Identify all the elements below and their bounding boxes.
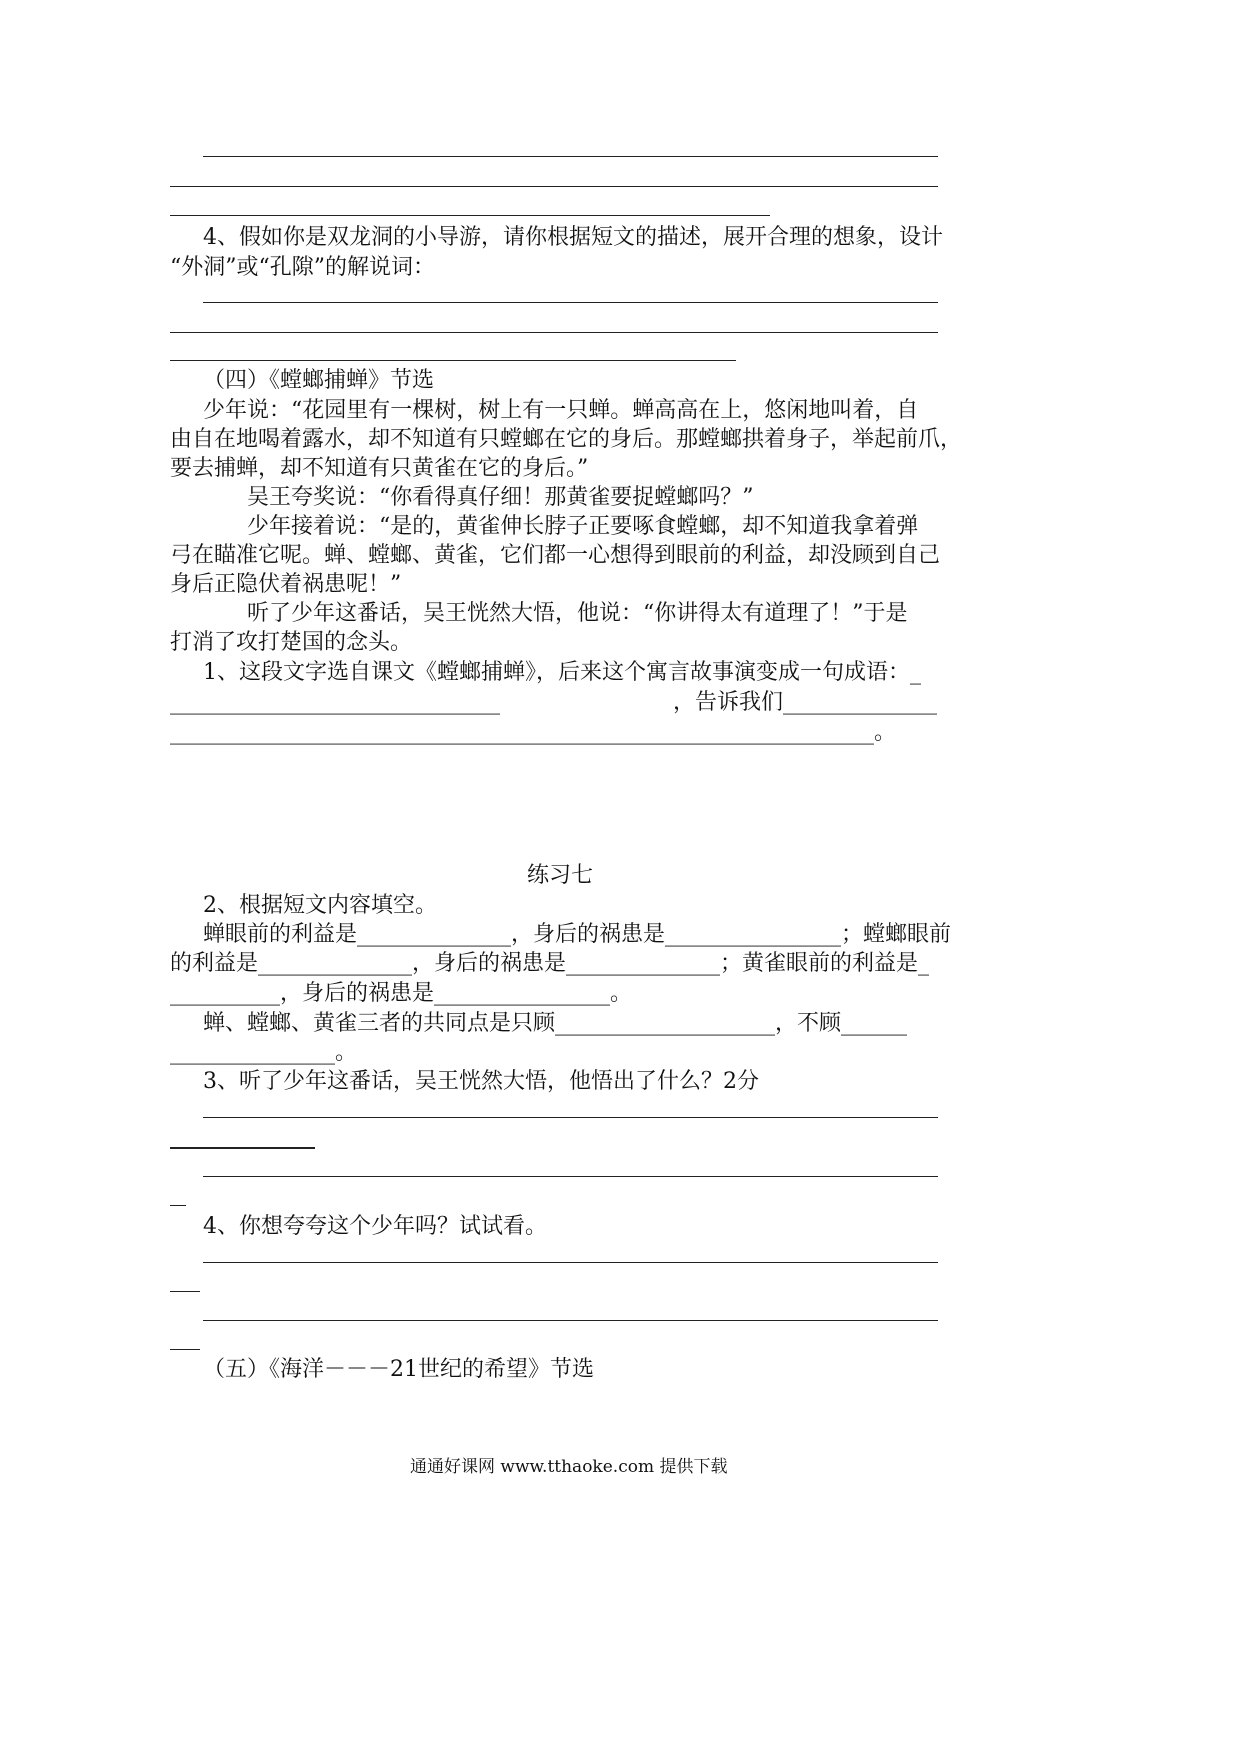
answer-line[interactable]	[170, 332, 938, 333]
answer-line[interactable]	[203, 1262, 938, 1263]
answer-line[interactable]	[170, 360, 736, 361]
question-4-doulong-cont: “外洞”或“孔隙”的解说词：	[170, 255, 435, 280]
answer-line[interactable]	[170, 1291, 200, 1292]
question-3: 3、听了少年这番话，吴王恍然大悟，他悟出了什么？2分	[203, 1069, 759, 1094]
passage-line: 少年接着说：“是的，黄雀伸长脖子正要啄食螳螂，却不知道我拿着弹	[247, 514, 919, 539]
question-1-cont: ，告诉我们______________	[673, 690, 938, 715]
passage-line: 打消了攻打楚国的念头。	[170, 630, 413, 655]
answer-line[interactable]	[170, 215, 770, 216]
section-title: （四）《螳螂捕蝉》节选	[203, 368, 435, 393]
answer-line[interactable]	[203, 1320, 938, 1321]
answer-line[interactable]	[203, 156, 938, 157]
question-2: 2、根据短文内容填空。	[203, 893, 437, 918]
passage-line: 听了少年这番话，吴王恍然大悟，他说：“你讲得太有道理了！”于是	[247, 601, 908, 626]
answer-line[interactable]	[203, 302, 938, 303]
fill-line[interactable]: _______________。	[170, 1040, 358, 1065]
answer-line[interactable]	[203, 1176, 938, 1177]
fill-line[interactable]: 的利益是______________，身后的祸患是______________；黄雀眼前的利益是_	[170, 951, 930, 976]
question-4: 4、你想夸夸这个少年吗？试试看。	[203, 1214, 547, 1239]
section-title: （五）《海洋－－－21世纪的希望》节选	[203, 1357, 594, 1382]
page-footer: 通通好课网 www.tthaoke.com 提供下载	[410, 1457, 728, 1477]
answer-line[interactable]	[170, 186, 938, 187]
question-1: 1、这段文字选自课文《螳螂捕蝉》，后来这个寓言故事演变成一句成语：_	[203, 660, 921, 685]
passage-line: 要去捕蝉，却不知道有只黄雀在它的身后。”	[170, 456, 589, 481]
answer-line[interactable]	[170, 1147, 315, 1149]
answer-line[interactable]	[170, 1349, 200, 1350]
question-1-blank-end[interactable]: ________________________________________________________________。	[170, 720, 897, 745]
passage-line: 吴王夸奖说：“你看得真仔细！那黄雀要捉螳螂吗？”	[247, 485, 754, 510]
fill-line[interactable]: 蝉、螳螂、黄雀三者的共同点是只顾____________________，不顾______	[203, 1011, 908, 1036]
answer-line[interactable]	[170, 1205, 186, 1206]
passage-line: 由自在地喝着露水，却不知道有只螳螂在它的身后。那螳螂拱着身子，举起前爪，	[170, 427, 963, 452]
answer-line[interactable]	[203, 1117, 938, 1118]
fill-line[interactable]: __________，身后的祸患是________________。	[170, 981, 633, 1006]
passage-line: 身后正隐伏着祸患呢！”	[170, 572, 402, 597]
passage-line: 少年说：“花园里有一棵树，树上有一只蝉。蝉高高在上，悠闲地叫着，自	[203, 398, 919, 423]
question-1-blank[interactable]: ______________________________	[170, 690, 500, 715]
exercise-title: 练习七	[527, 863, 594, 888]
passage-line: 弓在瞄准它呢。蝉、螳螂、黄雀，它们都一心想得到眼前的利益，却没顾到自己	[170, 543, 941, 568]
question-4-doulong: 4、假如你是双龙洞的小导游，请你根据短文的描述，展开合理的想象，设计	[203, 225, 943, 250]
fill-line[interactable]: 蝉眼前的利益是______________，身后的祸患是________________；螳螂眼前	[203, 922, 952, 947]
